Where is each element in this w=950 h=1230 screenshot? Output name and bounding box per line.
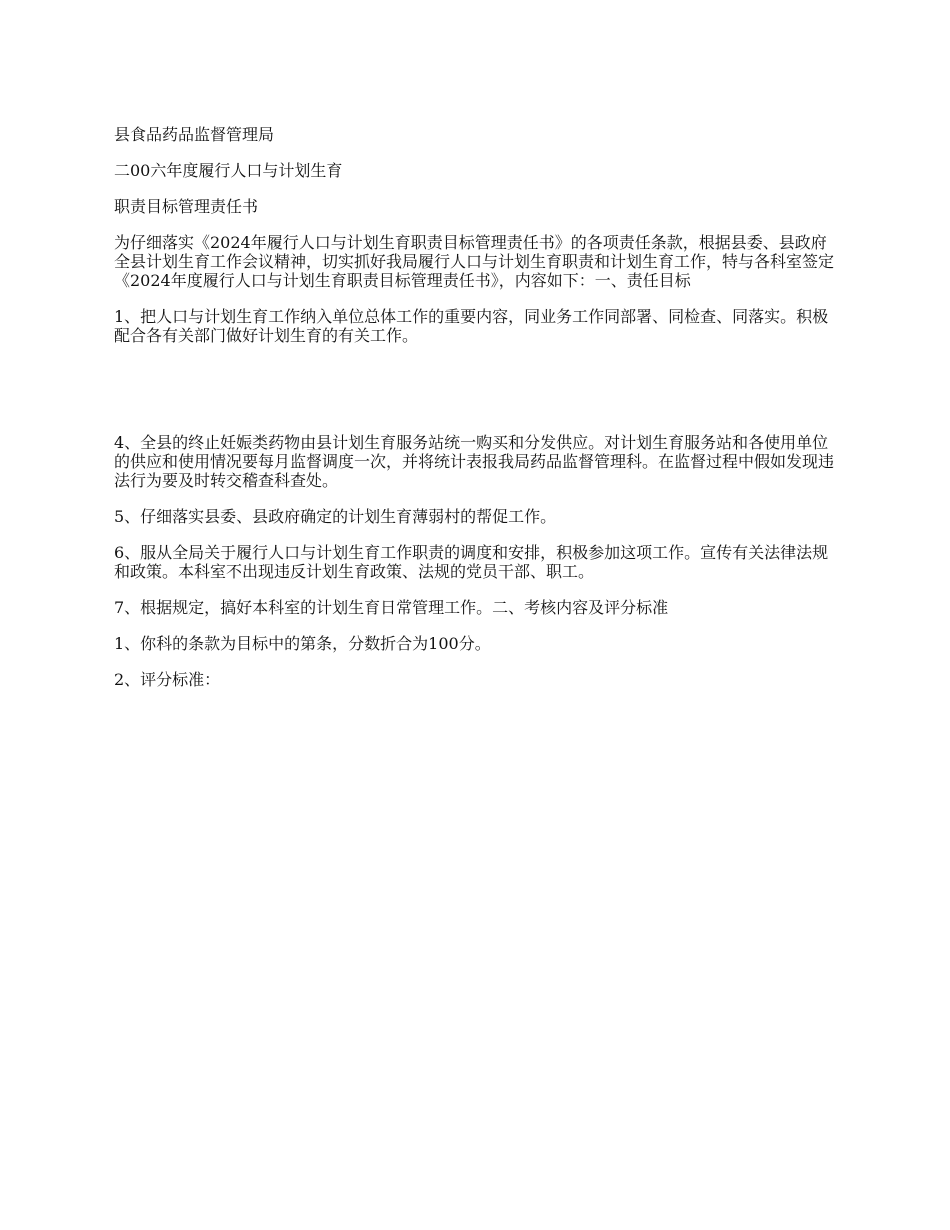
responsibility-item-4: 4、全县的终止妊娠类药物由县计划生育服务站统一购买和分发供应。对计划生育服务站和各使用单位的供应和使用情况要每月监督调度一次，并将统计表报我局药品监督管理科。在监督过程中假如发现违法行为要及时转交稽查科查处。 bbox=[114, 433, 835, 490]
document-year-title: 二00六年度履行人口与计划生育 bbox=[114, 161, 343, 180]
scoring-item-1: 1、你科的条款为目标中的第条，分数折合为100分。 bbox=[114, 634, 491, 653]
scoring-item-2: 2、评分标准： bbox=[114, 670, 221, 689]
responsibility-item-7: 7、根据规定，搞好本科室的计划生育日常管理工作。二、考核内容及评分标准 bbox=[114, 598, 669, 617]
responsibility-item-5: 5、仔细落实县委、县政府确定的计划生育薄弱村的帮促工作。 bbox=[114, 507, 557, 526]
issuer-title: 县食品药品监督管理局 bbox=[114, 125, 275, 144]
document-subject-title: 职责目标管理责任书 bbox=[114, 197, 259, 216]
responsibility-item-6: 6、服从全局关于履行人口与计划生育工作职责的调度和安排，积极参加这项工作。宣传有关法律法规和政策。本科室不出现违反计划生育政策、法规的党员干部、职工。 bbox=[114, 543, 829, 581]
document-body bbox=[114, 125, 840, 706]
intro-paragraph: 为仔细落实《2024年履行人口与计划生育职责目标管理责任书》的各项责任条款，根据县委、县政府全县计划生育工作会议精神，切实抓好我局履行人口与计划生育职责和计划生育工作，特与各科室签定《2024年度履行人口与计划生育职责目标管理责任书》，内容如下：一、责任目标 bbox=[114, 233, 835, 290]
responsibility-item-1: 1、把人口与计划生育工作纳入单位总体工作的重要内容，同业务工作同部署、同检查、同落实。积极配合各有关部门做好计划生育的有关工作。 bbox=[114, 307, 829, 345]
blank-space bbox=[114, 362, 840, 433]
